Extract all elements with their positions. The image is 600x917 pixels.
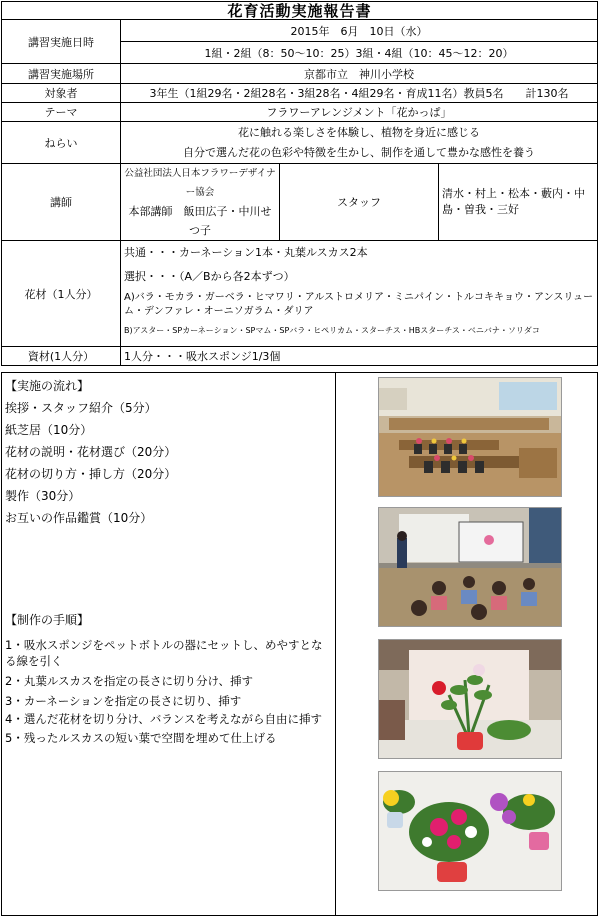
theme-label: テーマ — [2, 103, 121, 122]
instructor-names: 本部講師 飯田広子・中川せつ子 — [128, 205, 272, 237]
target-value: 3年生（1組29名・2組28名・3組28名・4組29名・育成11名）教員5名 計130名 — [121, 84, 598, 103]
place-label: 講習実施場所 — [2, 64, 121, 84]
aim-label: ねらい — [2, 122, 121, 164]
lecture-photo — [378, 507, 562, 627]
step-item: 1・吸水スポンジをペットボトルの器にセットし、めやすとなる線を引く — [5, 638, 323, 668]
place-value: 京都市立 神川小学校 — [121, 64, 598, 84]
flow-item: 花材の説明・花材選び（20分） — [5, 445, 177, 459]
step-item: 2・丸葉ルスカスを指定の長さに切り分け、挿す — [5, 674, 254, 688]
flow-head: 【実施の流れ】 — [5, 379, 90, 393]
flow-item: 花材の切り方・挿し方（20分） — [5, 467, 177, 481]
flow-item: 挨拶・スタッフ紹介（5分） — [5, 401, 157, 415]
date-line2: 1組・2組（8：50～10：25）3組・4組（10：45～12：20） — [121, 42, 598, 64]
supplies-value: 1人分・・・吸水スポンジ1/3個 — [121, 347, 598, 366]
materials-select: 選択・・・（A／Bから各2本ずつ） — [124, 270, 295, 283]
section-divider — [335, 373, 336, 915]
step-item: 4・選んだ花材を切り分け、バランスを考えながら自由に挿す — [5, 712, 323, 726]
flow-section — [1, 372, 598, 916]
flow-item: 紙芝居（10分） — [5, 423, 93, 437]
info-table — [1, 19, 598, 366]
steps-list — [5, 609, 331, 750]
instructor-label: 講師 — [2, 164, 121, 241]
materials-a: A)バラ・モカラ・ガーベラ・ヒマワリ・アルストロメリア・ミニパイン・トルコキキョウ・アンスリューム・デンファレ・オーニソガラム・ダリア — [124, 292, 594, 317]
staff-value: 清水・村上・松本・藪内・中島・曽我・三好 — [439, 164, 598, 241]
finished-photo — [378, 771, 562, 891]
steps-head: 【制作の手順】 — [5, 613, 90, 627]
report-title: 花育活動実施報告書 — [1, 1, 598, 20]
step-item: 3・カーネーションを指定の長さに切り、挿す — [5, 694, 242, 708]
theme-value: フラワーアレンジメント「花かっぱ」 — [121, 103, 598, 122]
supplies-label: 資材(1人分） — [2, 347, 121, 366]
flow-list — [5, 375, 331, 529]
materials-b: B)アスター・SPカーネーション・SPマム・SPバラ・ヒペリカム・スターチス・HBスターチス・ベニバナ・ソリダコ — [124, 326, 540, 335]
flow-item: 製作（30分） — [5, 489, 81, 503]
date-label: 講習実施日時 — [2, 20, 121, 64]
aim-line1: 花に触れる楽しさを体験し、植物を身近に感じる — [238, 125, 480, 139]
date-line1: 2015年 6月 10日（水） — [121, 20, 598, 42]
classroom-photo — [378, 377, 562, 497]
materials-label: 花材（1人分） — [2, 241, 121, 347]
step-item: 5・残ったルスカスの短い葉で空間を埋めて仕上げる — [5, 731, 277, 745]
instructor-org: 公益社団法人日本フラワーデザイナー協会 — [124, 168, 276, 198]
target-label: 対象者 — [2, 84, 121, 103]
arranging-photo — [378, 639, 562, 759]
aim-line2: 自分で選んだ花の色彩や特徴を生かし、制作を通して豊かな感性を養う — [183, 145, 535, 159]
materials-common: 共通・・・カーネーション1本・丸葉ルスカス2本 — [124, 246, 368, 259]
staff-label: スタッフ — [280, 164, 439, 241]
flow-item: お互いの作品鑑賞（10分） — [5, 511, 153, 525]
